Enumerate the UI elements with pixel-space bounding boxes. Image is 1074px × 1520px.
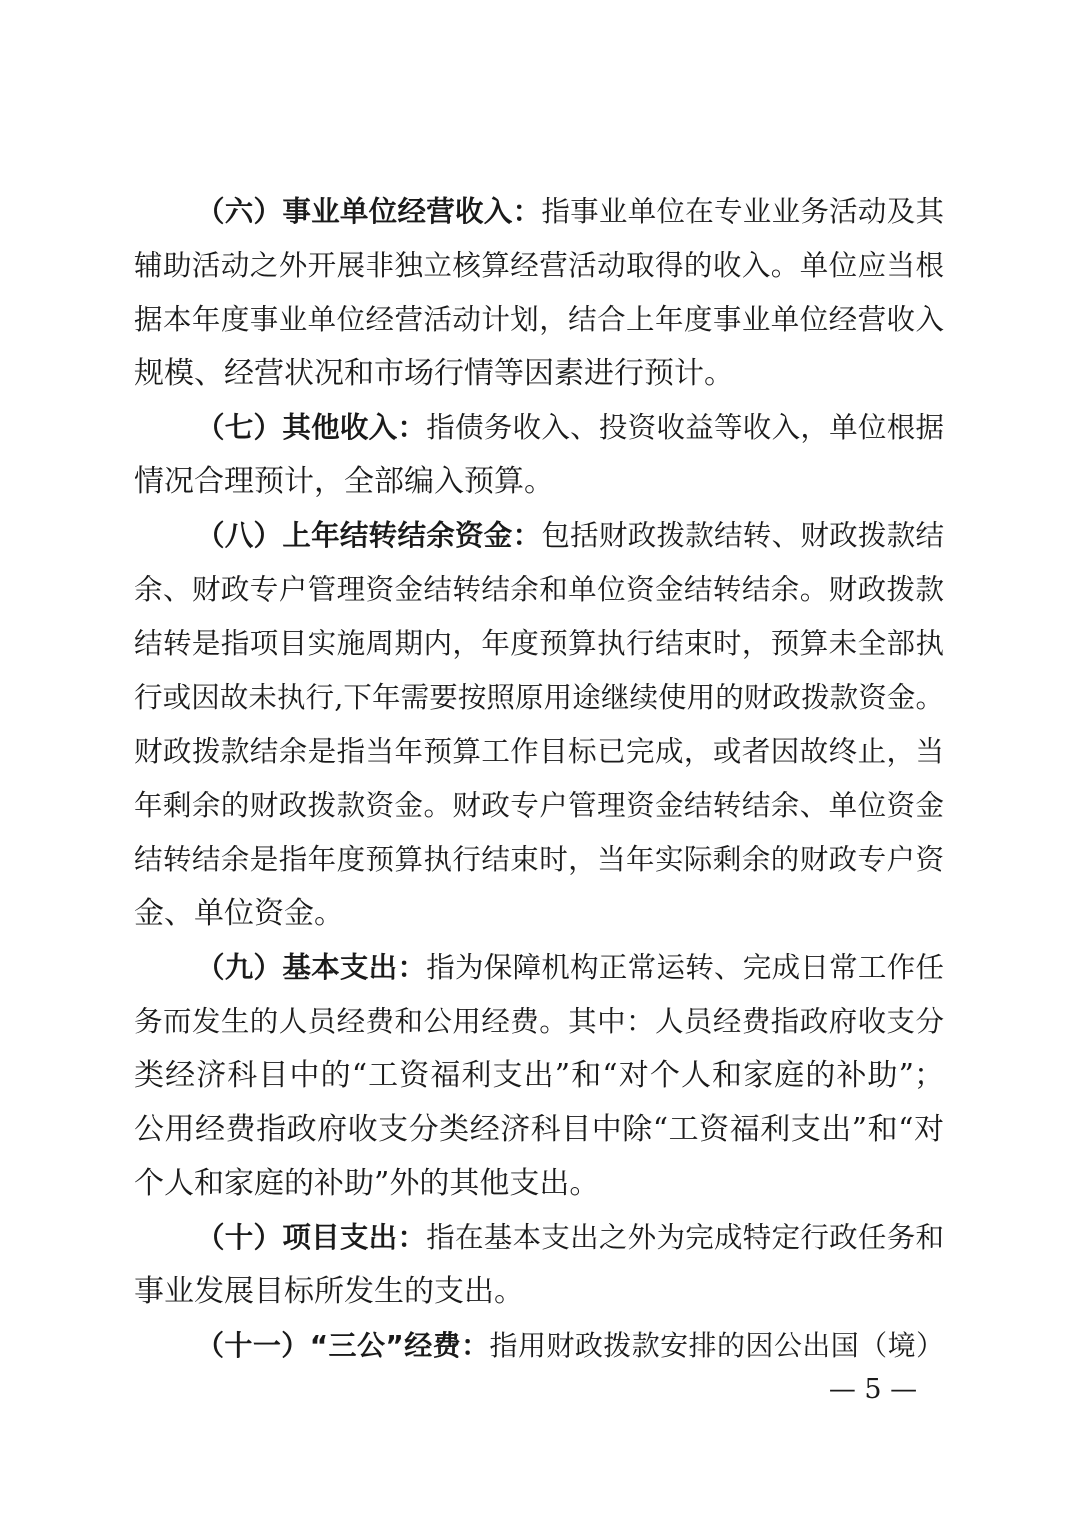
paragraph-8-line-4: 行或因故未执行,下年需要按照原用途继续使用的财政拨款资金。 bbox=[134, 681, 944, 714]
paragraph-9-line-2: 务而发生的人员经费和公用经费。其中：人员经费指政府收支分 bbox=[134, 1005, 944, 1038]
paragraph-9-line-1 bbox=[196, 948, 944, 988]
paragraph-8-line-5: 财政拨款结余是指当年预算工作目标已完成，或者因故终止，当 bbox=[134, 735, 944, 768]
paragraph-10-line-2: 事业发展目标所发生的支出。 bbox=[134, 1274, 524, 1309]
paragraph-8-heading: （八）上年结转结余资金： bbox=[196, 519, 542, 552]
paragraph-6-text: 指事业单位在专业业务活动及其 bbox=[541, 195, 944, 228]
paragraph-9-line-4: 公用经费指政府收支分类经济科目中除“工资福利支出”和“对 bbox=[134, 1112, 944, 1147]
paragraph-6-line-4: 规模、经营状况和市场行情等因素进行预计。 bbox=[134, 356, 734, 391]
paragraph-8-line-6: 年剩余的财政拨款资金。财政专户管理资金结转结余、单位资金 bbox=[134, 789, 944, 822]
paragraph-8-line-2: 余、财政专户管理资金结转结余和单位资金结转结余。财政拨款 bbox=[134, 573, 944, 606]
paragraph-7-line-1 bbox=[196, 408, 944, 448]
page-number: — 5 — bbox=[828, 1374, 918, 1405]
paragraph-10-line-1 bbox=[196, 1218, 944, 1258]
paragraph-8-line-1 bbox=[196, 516, 944, 556]
paragraph-7-text: 指债务收入、投资收益等收入，单位根据 bbox=[426, 411, 944, 444]
paragraph-9-line-5: 个人和家庭的补助”外的其他支出。 bbox=[134, 1166, 600, 1201]
paragraph-6-line-1 bbox=[196, 192, 944, 232]
paragraph-6-line-2: 辅助活动之外开展非独立核算经营活动取得的收入。单位应当根 bbox=[134, 249, 944, 282]
paragraph-10-text: 指在基本支出之外为完成特定行政任务和 bbox=[426, 1221, 944, 1254]
paragraph-9-text: 指为保障机构正常运转、完成日常工作任 bbox=[426, 951, 944, 984]
paragraph-6-line-3: 据本年度事业单位经营活动计划，结合上年度事业单位经营收入 bbox=[134, 303, 944, 336]
paragraph-8-line-3: 结转是指项目实施周期内，年度预算执行结束时，预算未全部执 bbox=[134, 627, 944, 660]
paragraph-8-text: 包括财政拨款结转、财政拨款结 bbox=[541, 519, 944, 552]
paragraph-8-line-7: 结转结余是指年度预算执行结束时，当年实际剩余的财政专户资 bbox=[134, 843, 944, 876]
paragraph-11-text: 指用财政拨款安排的因公出国（境） bbox=[489, 1329, 944, 1362]
paragraph-11-line-1 bbox=[196, 1326, 944, 1366]
paragraph-11-heading: （十一）“三公”经费： bbox=[196, 1329, 490, 1362]
paragraph-7-heading: （七）其他收入： bbox=[196, 411, 427, 444]
paragraph-9-line-3: 类经济科目中的“工资福利支出”和“对个人和家庭的补助”； bbox=[134, 1058, 944, 1093]
paragraph-9-heading: （九）基本支出： bbox=[196, 951, 427, 984]
paragraph-6-heading: （六）事业单位经营收入： bbox=[196, 195, 542, 228]
paragraph-8-line-8: 金、单位资金。 bbox=[134, 896, 344, 931]
paragraph-7-line-2: 情况合理预计，全部编入预算。 bbox=[134, 464, 554, 499]
paragraph-10-heading: （十）项目支出： bbox=[196, 1221, 427, 1254]
